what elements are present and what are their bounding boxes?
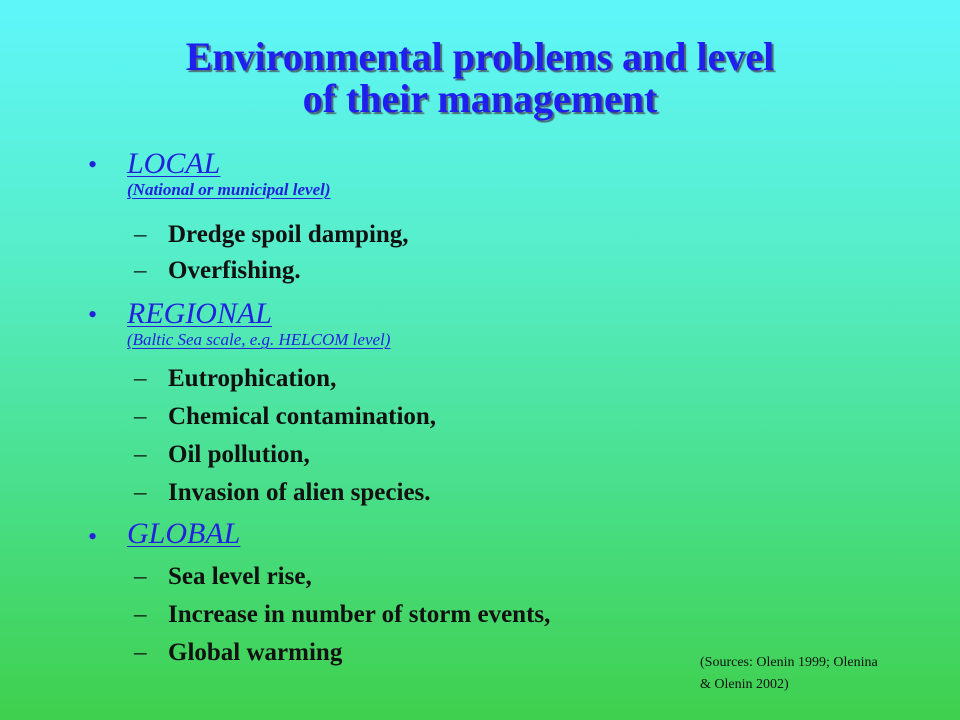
list-item-text: Overfishing. (168, 257, 301, 284)
heading-regional-subtitle: (Baltic Sea scale, e.g. HELCOM level) (127, 330, 391, 349)
heading-local-subtitle: (National or municipal level) (127, 180, 331, 199)
dash-marker: – (134, 639, 147, 666)
list-item-text: Oil pollution, (168, 441, 310, 468)
bullet-local: • (88, 150, 98, 179)
list-item-text: Eutrophication, (168, 365, 337, 392)
sources-note (700, 652, 930, 696)
dash-marker: – (134, 365, 147, 392)
list-item-text: Dredge spoil damping, (168, 221, 409, 248)
dash-marker: – (134, 403, 147, 430)
list-item-text: Chemical contamination, (168, 403, 437, 430)
list-item-regional-1 (134, 364, 336, 394)
bullet-global: • (88, 522, 98, 551)
heading-local-title: LOCAL (127, 147, 221, 180)
list-item-local-2 (134, 256, 301, 286)
list-item-local-1 (134, 220, 409, 250)
sources-line-1: (Sources: Olenin 1999; Olenina (700, 655, 878, 670)
dash-marker: – (134, 563, 147, 590)
dash-marker: – (134, 479, 147, 506)
list-item-regional-2 (134, 402, 436, 432)
list-item-text: Invasion of alien species. (168, 479, 431, 506)
list-item-global-2 (134, 600, 550, 630)
dash-marker: – (134, 601, 147, 628)
list-item-text: Increase in number of storm events, (168, 601, 551, 628)
list-item-regional-3 (134, 440, 310, 470)
slide-title-line-1: Environmental problems and level (185, 34, 775, 79)
sources-line-2: & Olenin 2002) (700, 677, 789, 692)
dash-marker: – (134, 257, 147, 284)
bullet-regional: • (88, 300, 98, 329)
dash-marker: – (134, 441, 147, 468)
list-item-text: Global warming (168, 639, 343, 666)
list-item-text: Sea level rise, (168, 563, 312, 590)
list-item-global-3 (134, 638, 342, 668)
heading-local (127, 148, 331, 199)
heading-global (127, 518, 240, 550)
list-item-regional-4 (134, 478, 431, 508)
slide-title-line-2: of their management (302, 76, 658, 121)
dash-marker: – (134, 221, 147, 248)
heading-regional-title: REGIONAL (127, 297, 272, 330)
heading-regional (127, 298, 390, 349)
heading-global-title: GLOBAL (127, 517, 241, 550)
list-item-global-1 (134, 562, 312, 592)
